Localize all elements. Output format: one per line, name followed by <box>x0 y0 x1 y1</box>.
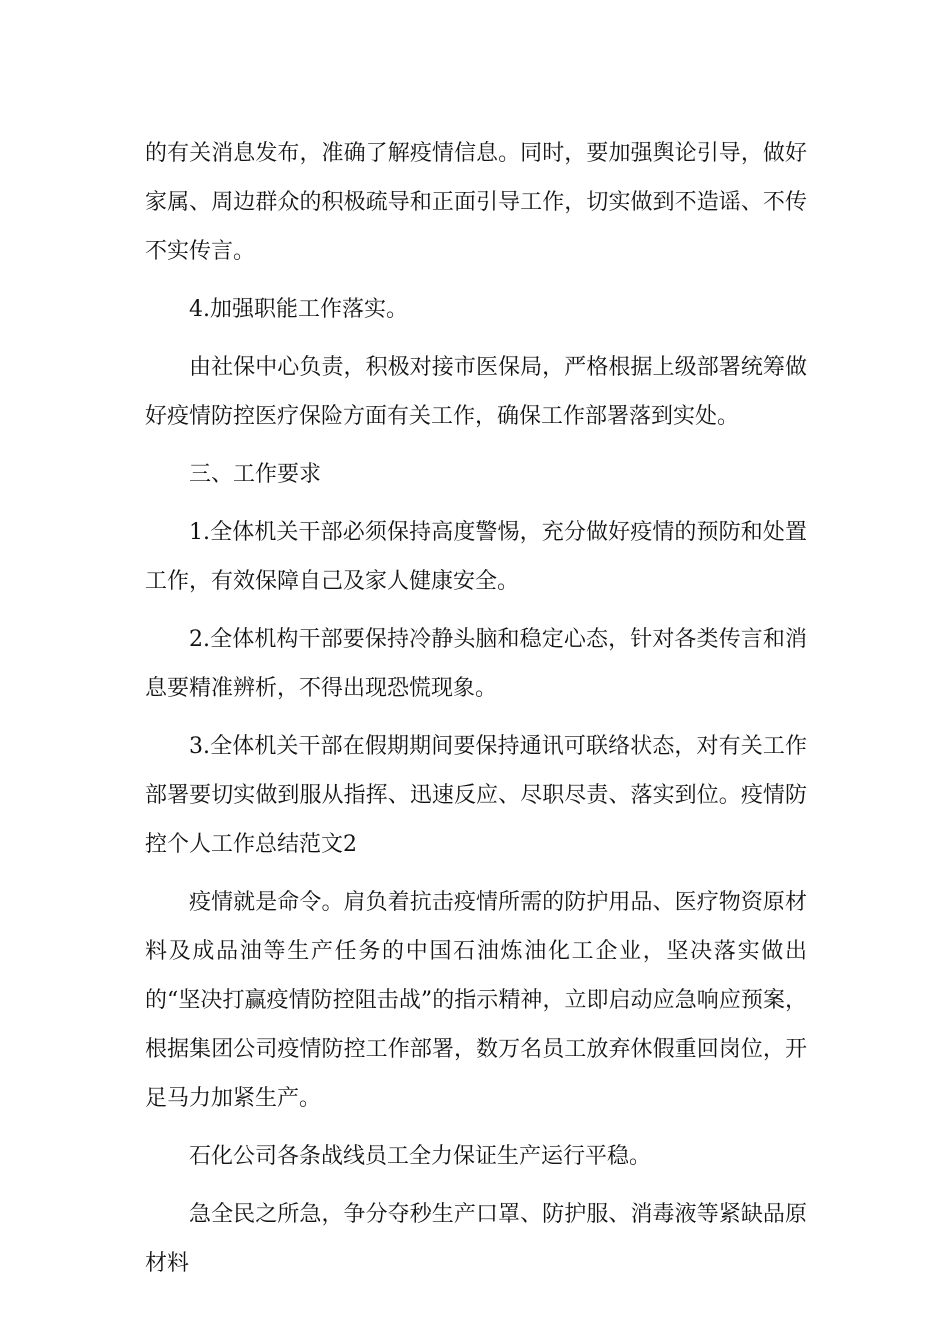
paragraph-item-1: 1.全体机关干部必须保持高度警惕，充分做好疫情的预防和处置工作，有效保障自己及家人健康安全。 <box>145 520 807 594</box>
paragraph: 疫情就是命令。肩负着抗击疫情所需的防护用品、医疗物资原材料及成品油等生产任务的中国石油炼油化工企业，坚决落实做出的“坚决打赢疫情防控阻击战”的指示精神，立即启动应急响应预案，根据集团公司疫情防控工作部署，数万名员工放弃休假重回岗位，开足马力加紧生产。 <box>145 890 807 1111</box>
paragraph: 由社保中心负责，积极对接市医保局，严格根据上级部署统筹做好疫情防控医疗保险方面有关工作，确保工作部署落到实处。 <box>145 355 807 429</box>
document-body <box>145 129 807 1297</box>
section-heading: 三、工作要求 <box>189 462 322 487</box>
paragraph-item-2: 2.全体机构干部要保持冷静头脑和稳定心态，针对各类传言和消息要精准辨析，不得出现恐慌现象。 <box>145 627 807 701</box>
paragraph-continued: 的有关消息发布，准确了解疫情信息。同时，要加强舆论引导，做好家属、周边群众的积极疏导和正面引导工作，切实做到不造谣、不传不实传言。 <box>145 141 807 264</box>
paragraph-heading-4: 4.加强职能工作落实。 <box>189 297 408 322</box>
paragraph-item-3: 3.全体机关干部在假期期间要保持通讯可联络状态，对有关工作部署要切实做到服从指挥、迅速反应、尽职尽责、落实到位。疫情防控个人工作总结范文2 <box>145 734 807 857</box>
paragraph: 急全民之所急，争分夺秒生产口罩、防护服、消毒液等紧缺品原材料 <box>145 1202 807 1276</box>
paragraph: 石化公司各条战线员工全力保证生产运行平稳。 <box>189 1144 652 1169</box>
